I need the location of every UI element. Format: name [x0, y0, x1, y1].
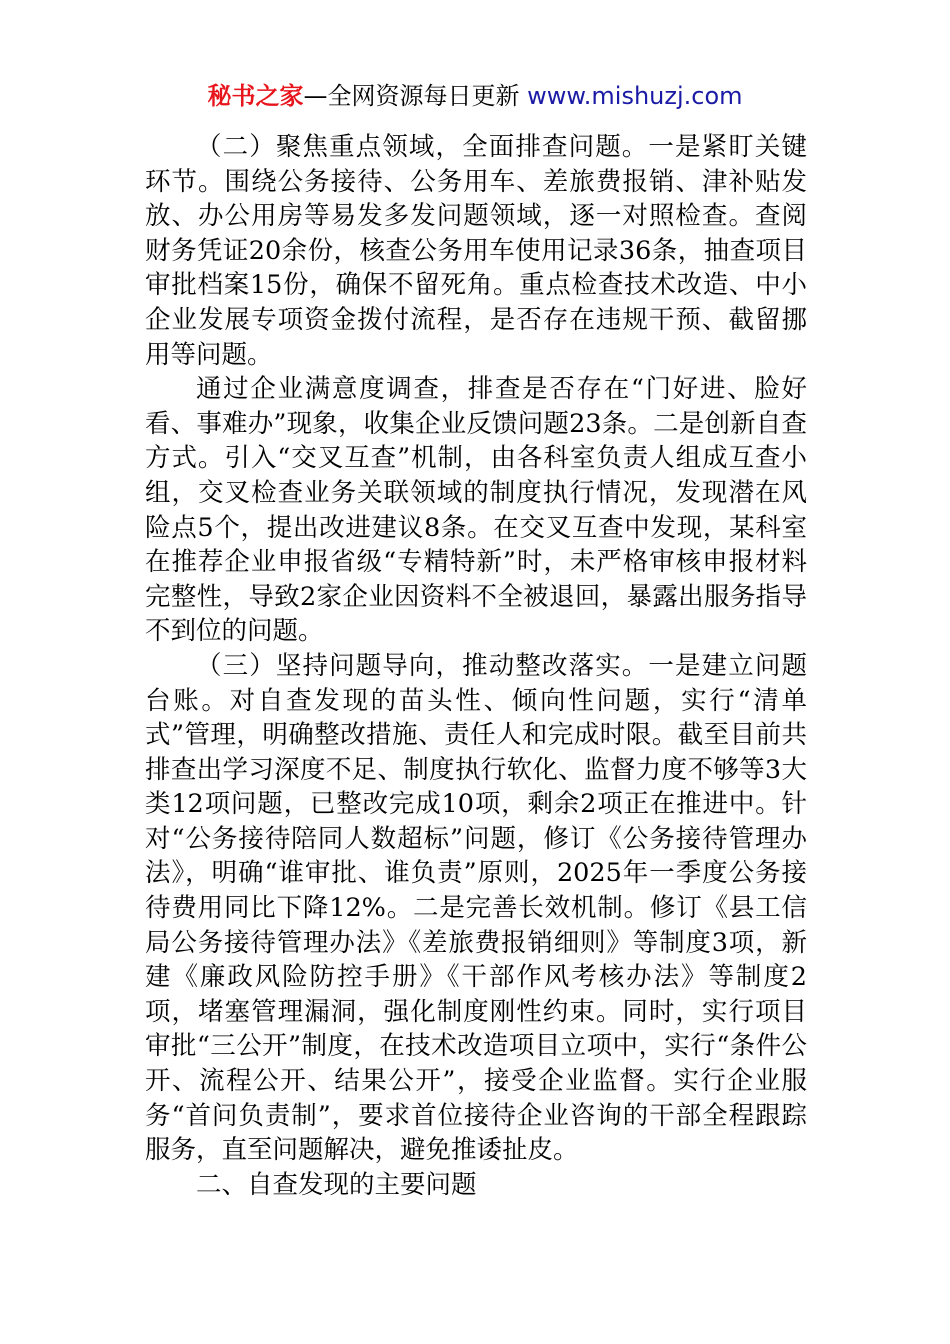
document-body — [145, 130, 807, 1202]
paragraph-focus-key-areas: （二）聚焦重点领域，全面排查问题。一是紧盯关键环节。围绕公务接待、公务用车、差旅费报销、津补贴发放、办公用房等易发多发问题领域，逐一对照检查。查阅财务凭证20余份，核查公务用车使用记录36条，抽查项目审批档案15份，确保不留死角。重点检查技术改造、中小企业发展专项资金拨付流程，是否存在违规干预、截留挪用等问题。 — [145, 132, 807, 370]
site-header — [0, 78, 950, 114]
site-tagline: —全网资源每日更新 — [303, 82, 528, 110]
site-url-link[interactable]: www.mishuzj.com — [527, 82, 743, 110]
site-brand: 秘书之家 — [207, 82, 304, 110]
paragraph-problem-oriented: （三）坚持问题导向，推动整改落实。一是建立问题台账。对自查发现的苗头性、倾向性问题，实行“清单式”管理，明确整改措施、责任人和完成时限。截至目前共排查出学习深度不足、制度执行软化、监督力度不够等3大类12项问题，已整改完成10项，剩余2项正在推进中。针对“公务接待陪同人数超标”问题，修订《公务接待管理办法》，明确“谁审批、谁负责”原则，2025年一季度公务接待费用同比下降12%。二是完善长效机制。修订《县工信局公务接待管理办法》《差旅费报销细则》等制度3项，新建《廉政风险防控手册》《干部作风考核办法》等制度2项，堵塞管理漏洞，强化制度刚性约束。同时，实行项目审批“三公开”制度，在技术改造项目立项中，实行“条件公开、流程公开、结果公开”，接受企业监督。实行企业服务“首问负责制”，要求首位接待企业咨询的干部全程跟踪服务，直至问题解决，避免推诿扯皮。 — [145, 650, 807, 1166]
section-heading-main-problems: 二、自查发现的主要问题 — [196, 1169, 477, 1200]
paragraph-satisfaction-survey: 通过企业满意度调查，排查是否存在“门好进、脸好看、事难办”现象，收集企业反馈问题23条。二是创新自查方式。引入“交叉互查”机制，由各科室负责人组成互查小组，交叉检查业务关联领域的制度执行情况，发现潜在风险点5个，提出改进建议8条。在交叉互查中发现，某科室在推荐企业申报省级“专精特新”时，未严格审核申报材料完整性，导致2家企业因资料不全被退回，暴露出服务指导不到位的问题。 — [145, 374, 807, 647]
